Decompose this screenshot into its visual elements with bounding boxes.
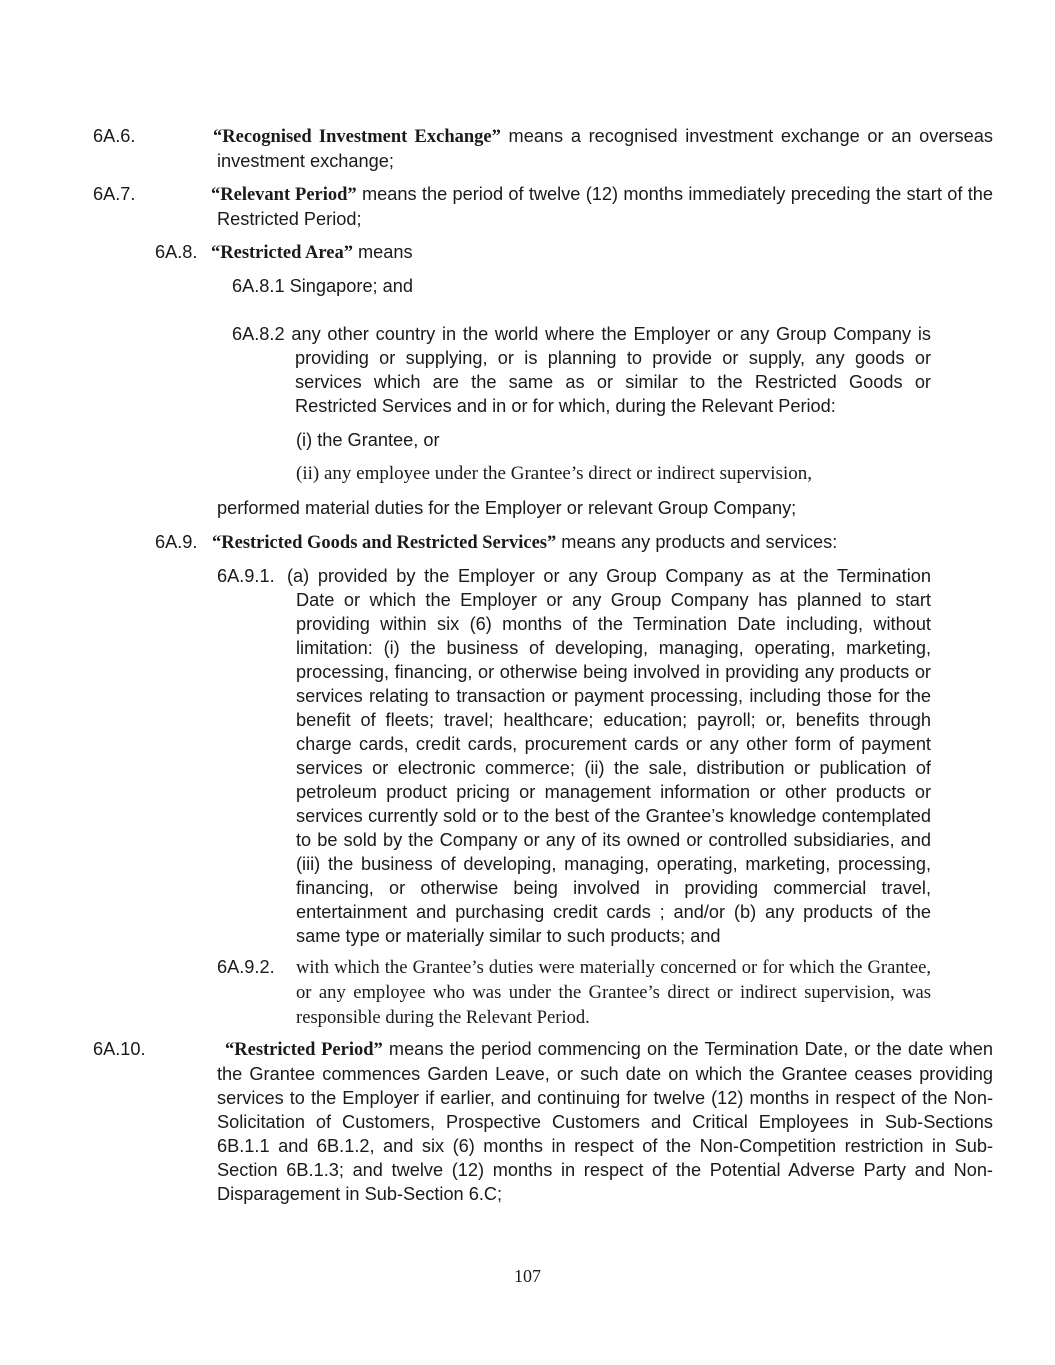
- clause-text: means the period commencing on the Termination Date, or the date when the Grantee commences Garden Leave, or such date on which the Grantee ceases providing services to the Employer if earlier, and continuing for twelve (12) months in respect of the Non-Solicitation of Customers, Prospective Customers and Critical Employees in Sub-Sections 6B.1.1 and 6B.1.2, and six (6) months in respect of the Non-Competition restriction in Sub-Section 6B.1.3; and twelve (12) months in respect of the Potential Adverse Party and Non-Disparagement in Sub-Section 6.C;: [217, 1039, 994, 1204]
- clause-number: 6A.8.: [155, 242, 198, 262]
- defined-term: “Restricted Area”: [211, 243, 353, 263]
- clause-number: 6A.10.: [93, 1039, 146, 1059]
- clause-number: 6A.9.: [155, 532, 198, 552]
- subclause-6a9-1: [217, 564, 931, 948]
- subclause-number: 6A.9.2.: [217, 957, 275, 977]
- clause-number: 6A.7.: [93, 184, 136, 204]
- clause-6a8-closing: performed material duties for the Employer or relevant Group Company;: [217, 498, 797, 518]
- clause-text: means: [352, 242, 413, 262]
- defined-term: “Recognised Investment Exchange”: [213, 127, 501, 147]
- subclause-6a9-2: [217, 955, 931, 1030]
- subclause-number: 6A.9.1.: [217, 566, 275, 586]
- clause-6a9: [155, 530, 931, 555]
- clause-6a10: [93, 1037, 994, 1206]
- item-i: (i) the Grantee, or: [296, 430, 440, 450]
- subclause-text: any other country in the world where the Employer or any Group Company is providing or supplying, or is planning to provide or supply, any goods or services which are the same as or similar to the Restricted Goods or Restricted Services and in or for which, during the Relevant Period:: [284, 324, 931, 416]
- subclause-text: (a) provided by the Employer or any Group Company as at the Termination Date or which the Employer or any Group Company has planned to start providing within six (6) months of the Termination Date including, without limitation: (i) the business of developing, managing, operating, marketing, processing, financing, or otherwise being involved in providing any products or services relating to transaction or payment processing, including those for the benefit of fleets; travel; healthcare; education; payroll; or, benefits through charge cards, credit cards, procurement cards or any other form of payment services or electronic commerce; (ii) the sale, distribution or publication of petroleum product pricing or management information or other products or services currently sold or to the best of the Grantee’s knowledge contemplated to be sold by the Company or any of its owned or controlled subsidiaries, and (iii) the business of developing, managing, operating, marketing, processing, financing, or otherwise being involved in providing commercial travel, entertainment and purchasing credit cards ; and/or (b) any products of the same type or materially similar to such products; and: [287, 566, 931, 946]
- clause-number: 6A.6.: [93, 126, 136, 146]
- clause-6a6: [93, 124, 993, 173]
- clause-text: means any products and services:: [556, 532, 838, 552]
- defined-term: “Relevant Period”: [211, 185, 357, 205]
- defined-term: “Restricted Period”: [225, 1040, 383, 1060]
- clause-6a8: [155, 240, 931, 265]
- clause-6a7: [93, 182, 993, 231]
- clause-text: means the period of twelve (12) months immediately preceding the start of the Restricted Period;: [217, 184, 993, 229]
- clause-text: means a recognised investment exchange or an overseas investment exchange;: [217, 126, 993, 171]
- subclause-text: with which the Grantee’s duties were materially concerned or for which the Grantee, or any employee who was under the Grantee’s direct or indirect supervision, was responsible during the Relevant Period.: [296, 957, 931, 1028]
- subclause-number: 6A.8.2: [232, 324, 285, 344]
- defined-term: “Restricted Goods and Restricted Services”: [212, 533, 557, 553]
- subclause-6a8-2: [232, 322, 931, 418]
- page-number: 107: [514, 1266, 541, 1286]
- item-ii: (ii) any employee under the Grantee’s direct or indirect supervision,: [296, 463, 812, 484]
- subclause-6a8-1: 6A.8.1 Singapore; and: [232, 276, 414, 296]
